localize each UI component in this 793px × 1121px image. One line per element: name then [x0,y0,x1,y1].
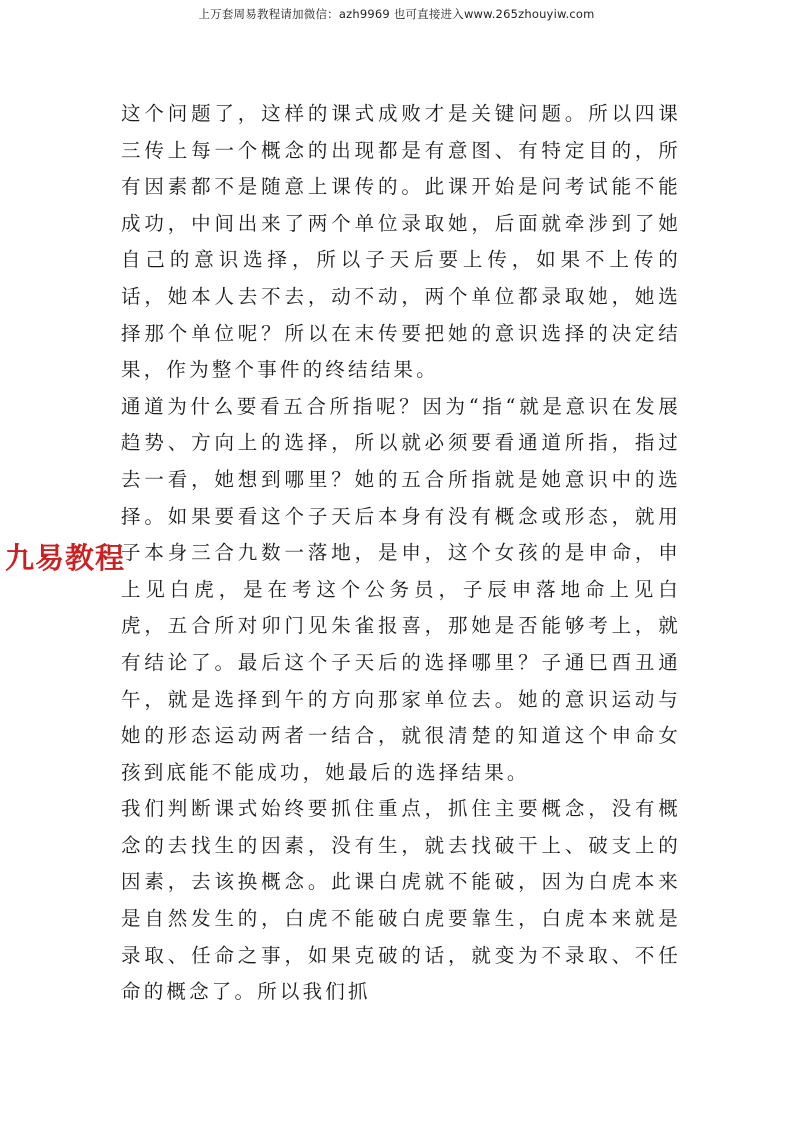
watermark-logo: 九易教程 [5,541,126,575]
page-header: 上万套周易教程请加微信：azh9969 也可直接进入www.265zhouyiw.com [198,7,595,21]
paragraph-2: 通道为什么要看五合所指呢？因为“指“就是意识在发展趋势、方向上的选择，所以就必须要看通道所指，指过去一看，她想到哪里？她的五合所指就是她意识中的选择。如果要看这个子天后本身有没有概念或形态，就用子本身三合九数一落地，是申，这个女孩的是申命，申上见白虎，是在考这个公务员，子辰申落地命上见白虎，五合所对卯门见朱雀报喜，那她是否能够考上，就有结论了。最后这个子天后的选择哪里？子通巳酉丑通午，就是选择到午的方向那家单位去。她的意识运动与她的形态运动两者一结合，就很清楚的知道这个申命女孩到底能不能成功，她最后的选择结果。 [121,394,681,784]
document-body [121,96,681,1011]
paragraph-3: 我们判断课式始终要抓住重点，抓住主要概念，没有概念的去找生的因素，没有生，就去找破干上、破支上的因素，去该换概念。此课白虎就不能破，因为白虎本来是自然发生的，白虎不能破白虎要靠生，白虎本来就是录取、任命之事，如果克破的话，就变为不录取、不任命的概念了。所以我们抓 [121,797,681,1004]
paragraph-1: 这个问题了，这样的课式成败才是关键问题。所以四课三传上每一个概念的出现都是有意图、有特定目的，所有因素都不是随意上课传的。此课开始是问考试能不能成功，中间出来了两个单位录取她，后面就牵涉到了她自己的意识选择，所以子天后要上传，如果不上传的话，她本人去不去，动不动，两个单位都录取她，她选择那个单位呢？所以在末传要把她的意识选择的决定结果，作为整个事件的终结结果。 [121,102,681,382]
